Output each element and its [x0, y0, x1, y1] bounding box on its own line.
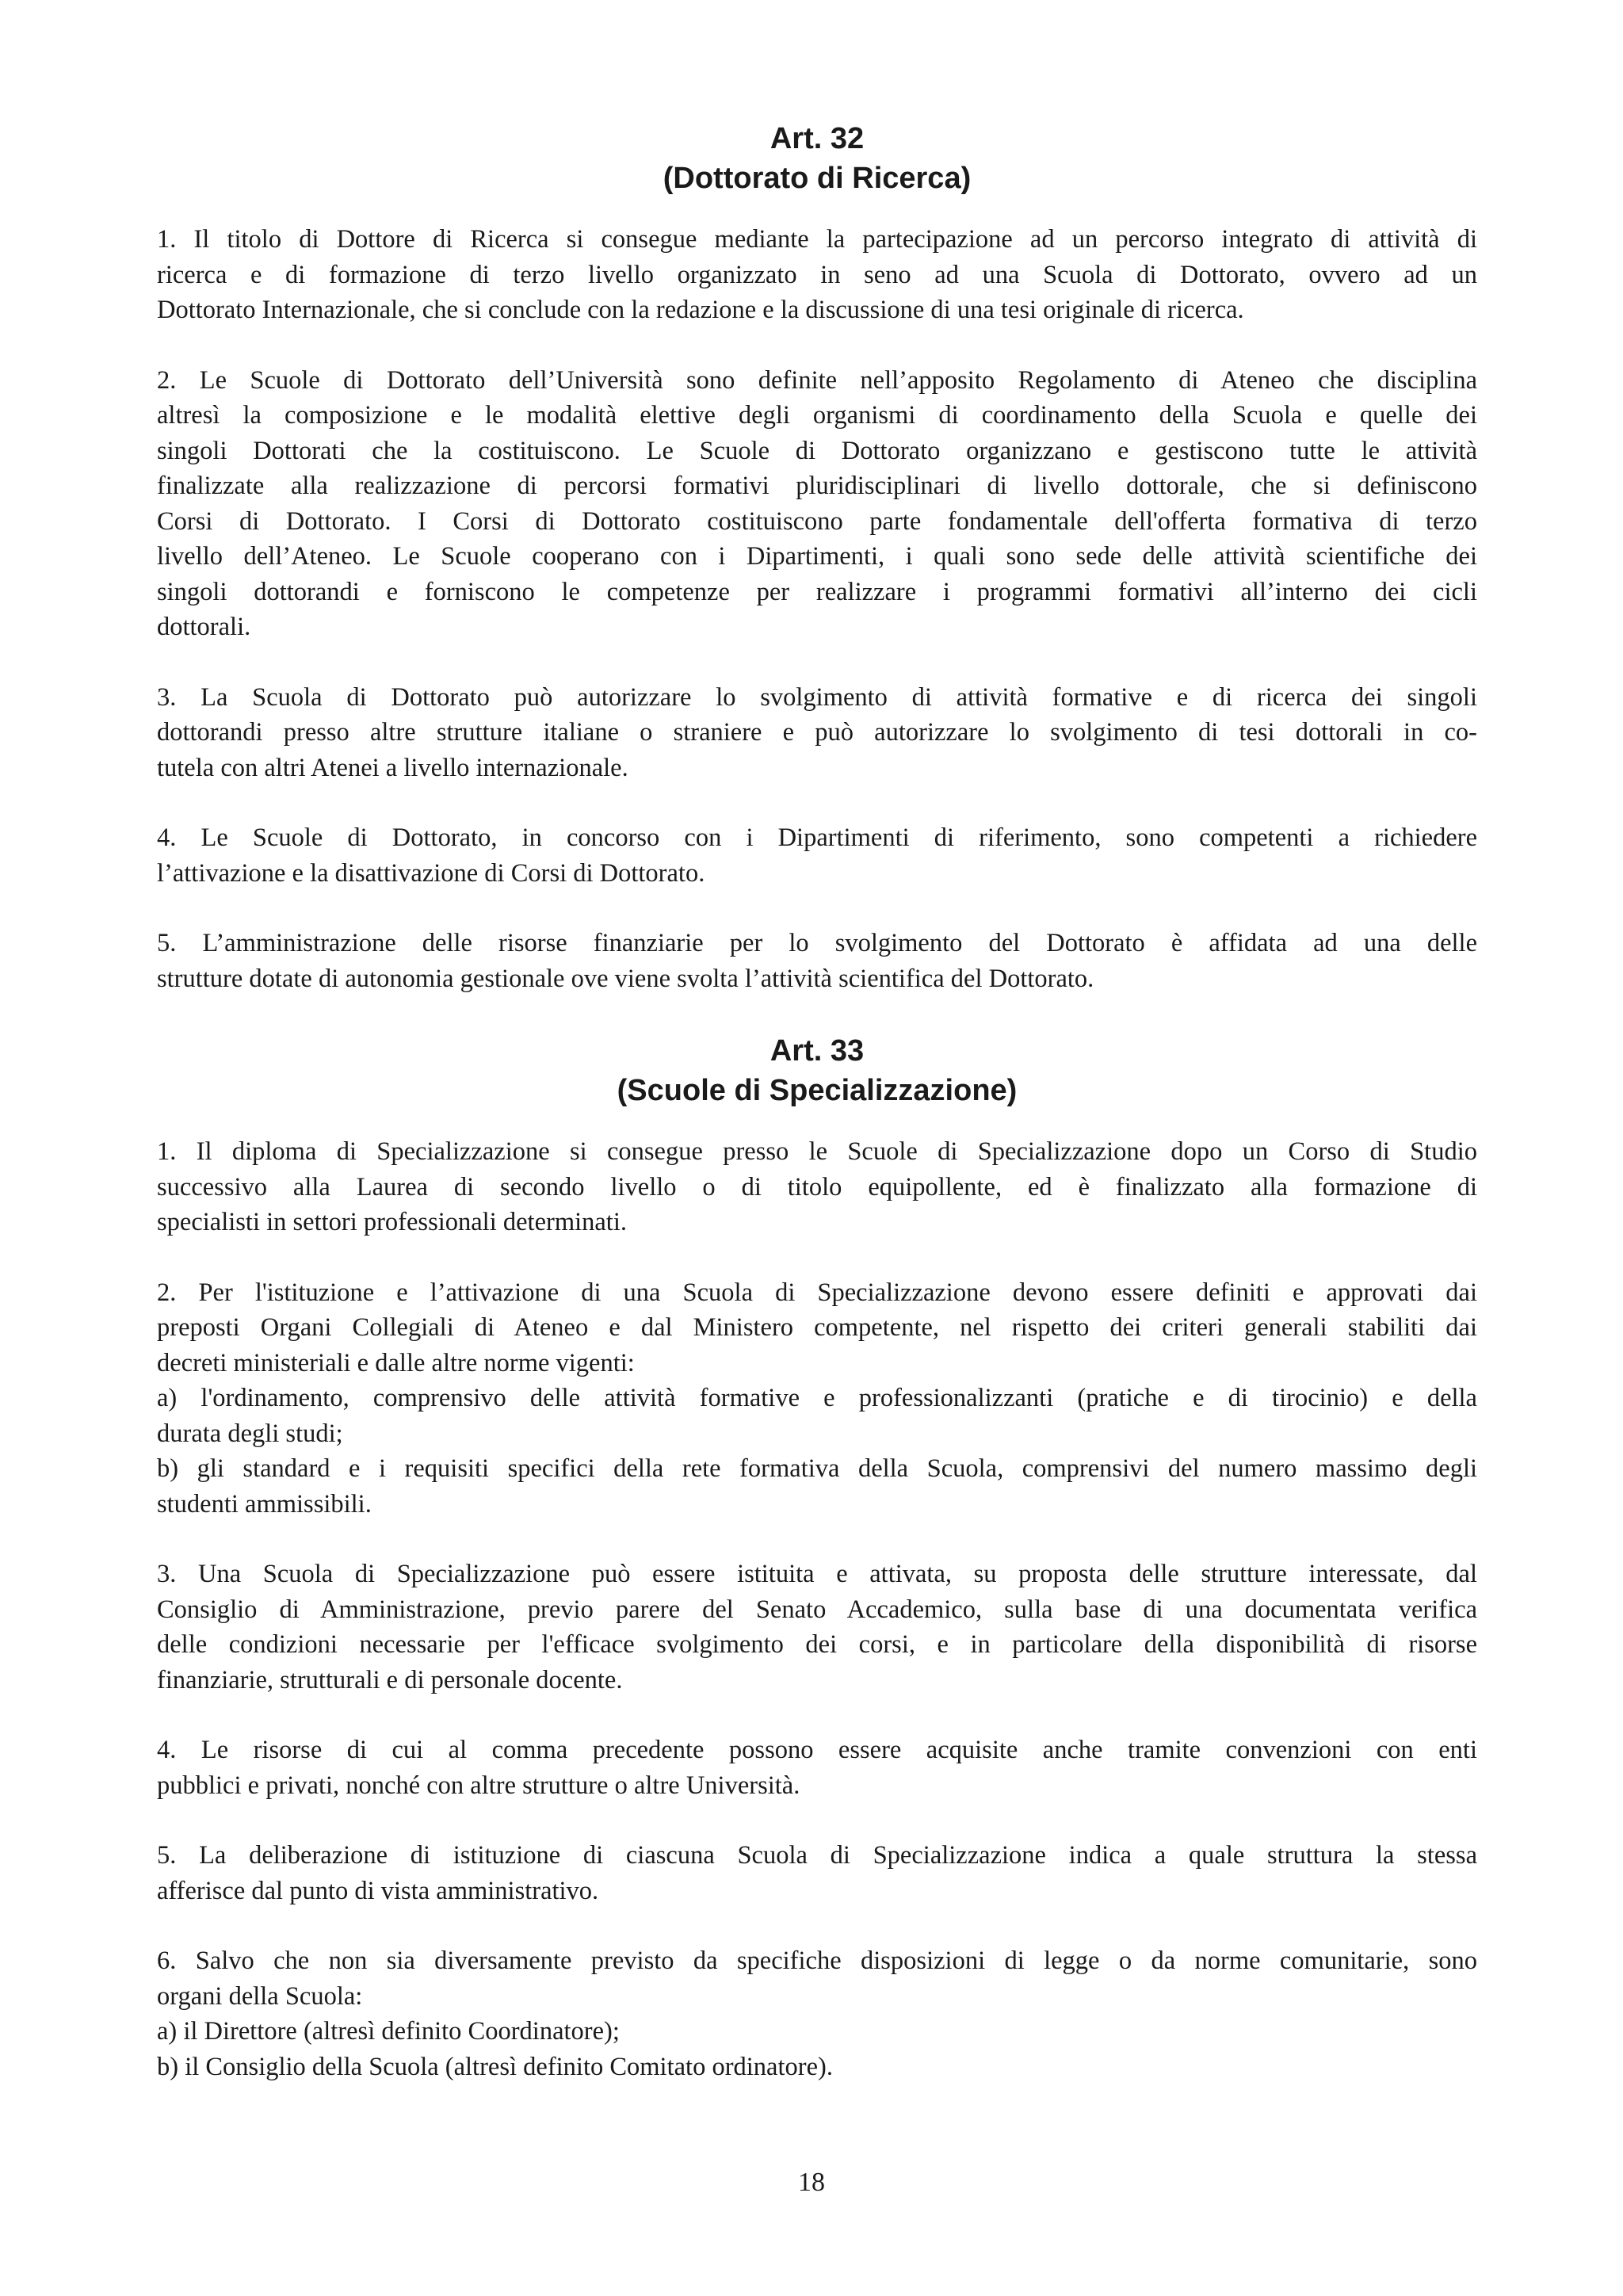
article-number: Art. 32 [769, 122, 865, 155]
article-33 [157, 1031, 1477, 2084]
paragraph [157, 363, 1477, 645]
text-line: b) gli standard e i requisiti specifici della rete formativa della Scuola, comprensivi del numero massimo degli [157, 1454, 1477, 1483]
text-line: a) il Direttore (altresì definito Coordinatore); [157, 2017, 620, 2046]
text-line: livello dell’Ateneo. Le Scuole cooperano con i Dipartimenti, i quali sono sede delle attività scientifiche dei [157, 542, 1477, 571]
text-line: 1. Il titolo di Dottore di Ricerca si consegue mediante la partecipazione ad un percorso integrato di attività di [157, 225, 1477, 254]
text-line: Consiglio di Amministrazione, previo parere del Senato Accademico, sulla base di una documentata verifica [157, 1595, 1477, 1624]
text-line: finanziarie, strutturali e di personale docente. [157, 1665, 623, 1694]
text-line: 4. Le risorse di cui al comma precedente possono essere acquisite anche tramite convenzioni con enti [157, 1736, 1477, 1764]
text-line: 5. La deliberazione di istituzione di ciascuna Scuola di Specializzazione indica a quale struttura la stessa [157, 1841, 1477, 1870]
text-line: altresì la composizione e le modalità elettive degli organismi di coordinamento della Scuola e quelle dei [157, 401, 1477, 430]
text-line: preposti Organi Collegiali di Ateneo e dal Ministero competente, nel rispetto dei criteri generali stabiliti dai [157, 1313, 1477, 1342]
paragraph [157, 1943, 1477, 2084]
text-line: tutela con altri Atenei a livello internazionale. [157, 753, 628, 782]
paragraph [157, 1838, 1477, 1908]
text-line: strutture dotate di autonomia gestionale ove viene svolta l’attività scientifica del Dottorato. [157, 964, 1094, 993]
text-line: singoli dottorandi e forniscono le competenze per realizzare i programmi formativi all’interno dei cicli [157, 577, 1477, 606]
text-line: pubblici e privati, nonché con altre strutture o altre Università. [157, 1771, 800, 1800]
article-number: Art. 33 [769, 1034, 865, 1068]
text-line: a) l'ordinamento, comprensivo delle attività formative e professionalizzanti (pratiche e di tirocinio) e della [157, 1384, 1477, 1412]
paragraph [157, 222, 1477, 328]
paragraph [157, 680, 1477, 786]
text-line: b) il Consiglio della Scuola (altresì definito Comitato ordinatore). [157, 2052, 833, 2081]
text-line: ricerca e di formazione di terzo livello organizzato in seno ad una Scuola di Dottorato, ovvero ad un [157, 260, 1477, 289]
document-page [157, 119, 1477, 2084]
text-line: 6. Salvo che non sia diversamente previsto da specifiche disposizioni di legge o da norme comunitarie, sono [157, 1946, 1477, 1975]
text-line: studenti ammissibili. [157, 1489, 372, 1519]
text-line: organi della Scuola: [157, 1981, 363, 2011]
paragraph [157, 1275, 1477, 1522]
text-line: 2. Per l'istituzione e l’attivazione di una Scuola di Specializzazione devono essere definiti e approvati dai [157, 1278, 1477, 1307]
text-line: durata degli studi; [157, 1419, 343, 1448]
text-line: l’attivazione e la disattivazione di Corsi di Dottorato. [157, 858, 705, 888]
text-line: finalizzate alla realizzazione di percorsi formativi pluridisciplinari di livello dottorale, che si definiscono [157, 472, 1477, 500]
page-number: 18 [798, 2168, 825, 2197]
article-title: (Dottorato di Ricerca) [663, 162, 972, 195]
text-line: 3. La Scuola di Dottorato può autorizzare lo svolgimento di attività formative e di ricerca dei singoli [157, 682, 1477, 712]
text-line: Corsi di Dottorato. I Corsi di Dottorato costituiscono parte fondamentale dell'offerta formativa di terzo [157, 506, 1477, 536]
article-32 [157, 119, 1477, 996]
text-line: 2. Le Scuole di Dottorato dell’Università sono definite nell’apposito Regolamento di Ateneo che disciplina [157, 365, 1477, 395]
text-line: delle condizioni necessarie per l'efficace svolgimento dei corsi, e in particolare della disponibilità di risorse [157, 1630, 1477, 1659]
text-line: 4. Le Scuole di Dottorato, in concorso con i Dipartimenti di riferimento, sono competenti a richiedere [157, 823, 1477, 852]
text-line: 1. Il diploma di Specializzazione si consegue presso le Scuole di Specializzazione dopo un Corso di Studio [157, 1137, 1477, 1166]
text-line: specialisti in settori professionali determinati. [157, 1208, 627, 1236]
text-line: singoli Dottorati che la costituiscono. Le Scuole di Dottorato organizzano e gestiscono tutte le attività [157, 436, 1477, 465]
text-line: dottorali. [157, 613, 251, 641]
paragraph [157, 1134, 1477, 1240]
text-line: dottorandi presso altre strutture italiane o straniere e può autorizzare lo svolgimento di tesi dottorali in co- [157, 718, 1477, 747]
paragraph [157, 1557, 1477, 1698]
text-line: Dottorato Internazionale, che si conclude con la redazione e la discussione di una tesi originale di ricerca. [157, 296, 1244, 324]
text-line: afferisce dal punto di vista amministrativo. [157, 1876, 599, 1905]
paragraph [157, 820, 1477, 891]
paragraph [157, 1733, 1477, 1803]
text-line: 5. L’amministrazione delle risorse finanziarie per lo svolgimento del Dottorato è affidata ad una delle [157, 929, 1477, 957]
text-line: 3. Una Scuola di Specializzazione può essere istituita e attivata, su proposta delle strutture interessate, dal [157, 1560, 1477, 1588]
paragraph [157, 926, 1477, 996]
article-title: (Scuole di Specializzazione) [617, 1074, 1018, 1107]
text-line: successivo alla Laurea di secondo livello o di titolo equipollente, ed è finalizzato alla formazione di [157, 1172, 1477, 1201]
text-line: decreti ministeriali e dalle altre norme vigenti: [157, 1348, 635, 1377]
